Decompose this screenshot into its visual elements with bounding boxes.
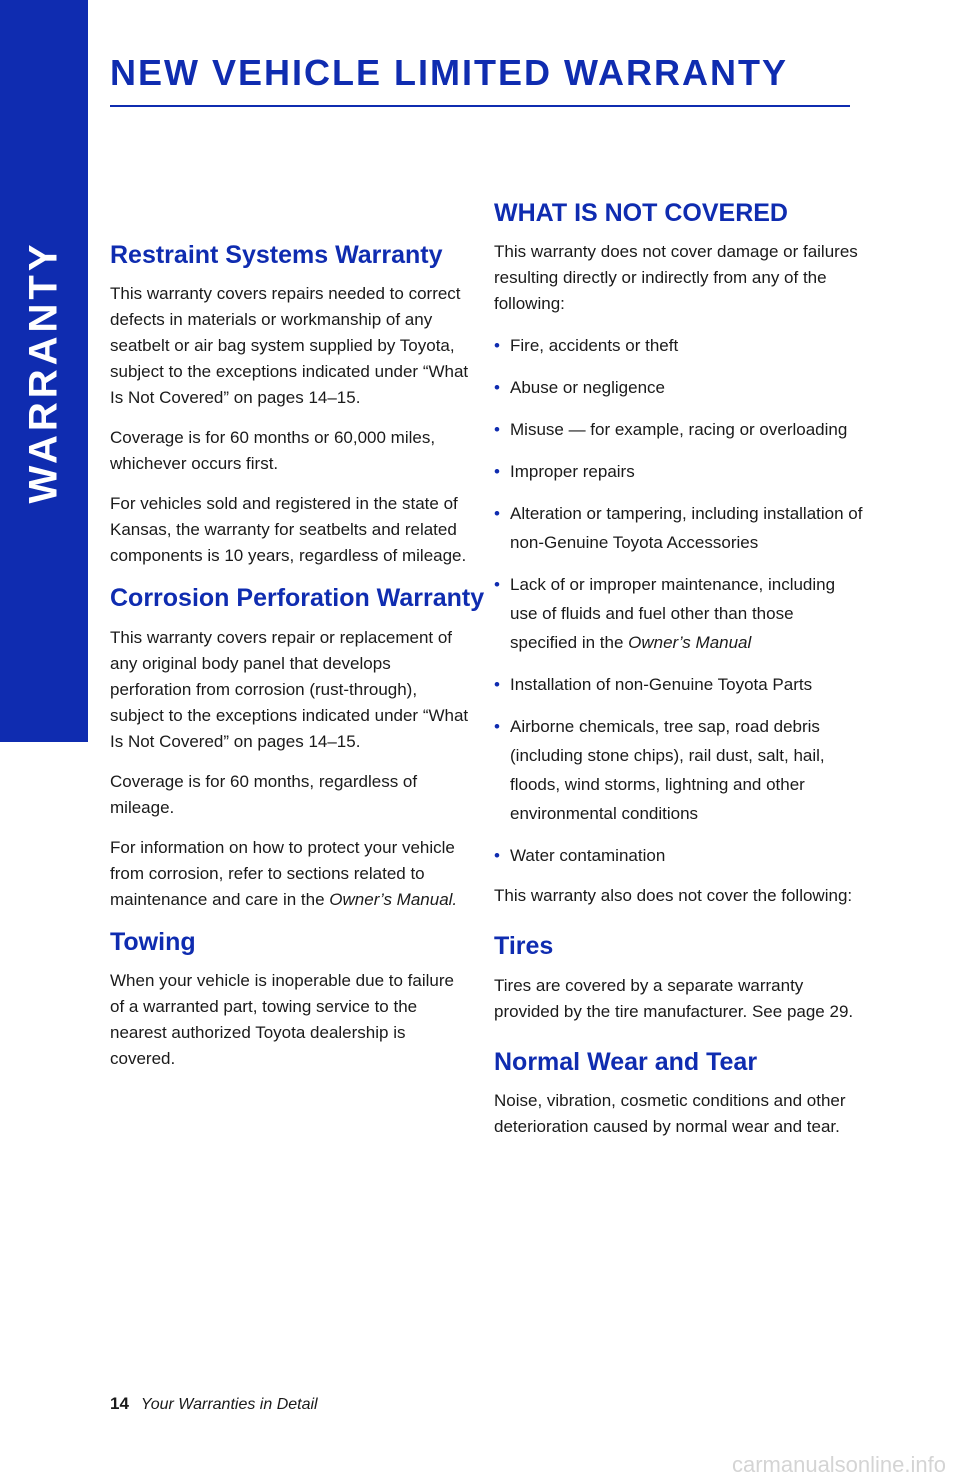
not-covered-list	[494, 331, 864, 870]
side-tab-label: WARRANTY	[21, 240, 66, 504]
restraint-paragraph-2: Coverage is for 60 months or 60,000 miles, whichever occurs first.	[110, 428, 436, 474]
list-item: • Lack of or improper maintenance, including use of fluids and fuel other than those specified in the Owner’s Manual	[494, 570, 864, 657]
tires-paragraph: Tires are covered by a separate warranty provided by the tire manufacturer. See page 29.	[494, 975, 854, 1021]
watermark: carmanualsonline.info	[731, 1452, 946, 1477]
towing-paragraph: When your vehicle is inoperable due to failure of a warranted part, towing service to the nearest authorized Toyota dealership is covered.	[110, 970, 454, 1068]
owners-manual-reference: Owner’s Manual	[628, 633, 752, 653]
left-column	[110, 240, 485, 1086]
list-item: • Airborne chemicals, tree sap, road debris (including stone chips), rail dust, salt, hail, floods, wind storms, lightning and other environmental conditions	[494, 712, 864, 828]
corrosion-heading: Corrosion Perforation Warranty	[110, 584, 485, 613]
tires-section	[494, 931, 864, 1024]
corrosion-paragraph-3	[110, 835, 470, 913]
title-divider	[110, 105, 850, 107]
not-covered-section	[494, 198, 864, 909]
list-item: • Alteration or tampering, including installation of non-Genuine Toyota Accessories	[494, 499, 864, 557]
list-item: • Installation of non-Genuine Toyota Parts	[494, 670, 864, 699]
tires-heading: Tires	[494, 932, 554, 961]
restraint-paragraph-3: For vehicles sold and registered in the state of Kansas, the warranty for seatbelts and related components is 10 years, regardless of mileage.	[110, 494, 467, 566]
corrosion-paragraph-1: This warranty covers repair or replacement of any original body panel that develops perforation from corrosion (rust-through), subject to the exceptions indicated under “What Is Not Covered” on pages 14–15.	[110, 627, 469, 751]
right-column	[494, 198, 864, 1154]
bullet-icon: •	[494, 575, 500, 595]
bullet-icon: •	[494, 675, 500, 695]
wear-section	[494, 1047, 864, 1140]
page-footer	[110, 1394, 318, 1414]
bullet-icon: •	[494, 420, 500, 440]
list-item: • Improper repairs	[494, 457, 864, 486]
list-item: • Misuse — for example, racing or overloading	[494, 415, 864, 444]
bullet-icon: •	[494, 336, 500, 356]
list-item: • Water contamination	[494, 841, 864, 870]
corrosion-section	[110, 583, 485, 912]
restraint-paragraph-1: This warranty covers repairs needed to correct defects in materials or workmanship of any seatbelt or air bag system supplied by Toyota, subject to the exceptions indicated under “What Is Not Covered” on pages 14–15.	[110, 284, 469, 408]
bullet-icon: •	[494, 846, 500, 866]
restraint-systems-section	[110, 240, 470, 569]
list-item: • Fire, accidents or theft	[494, 331, 864, 360]
page-number: 14	[110, 1394, 129, 1413]
towing-section	[110, 927, 470, 1072]
corrosion-paragraph-2: Coverage is for 60 months, regardless of mileage.	[110, 771, 418, 817]
page-title: NEW VEHICLE LIMITED WARRANTY	[110, 52, 788, 93]
footer-text: Your Warranties in Detail	[140, 1396, 318, 1413]
bullet-icon: •	[494, 378, 500, 398]
list-item: • Abuse or negligence	[494, 373, 864, 402]
wear-heading: Normal Wear and Tear	[494, 1047, 758, 1076]
also-not-covered: This warranty also does not cover the following:	[494, 886, 853, 906]
wear-paragraph: Noise, vibration, cosmetic conditions and other deterioration caused by normal wear and tear.	[494, 1090, 846, 1136]
towing-heading: Towing	[110, 927, 196, 956]
restraint-heading: Restraint Systems Warranty	[110, 241, 443, 269]
not-covered-intro: This warranty does not cover damage or failures resulting directly or indirectly from any of the following:	[494, 242, 858, 314]
bullet-icon: •	[494, 504, 500, 524]
bullet-icon: •	[494, 462, 500, 482]
side-tab	[0, 0, 88, 742]
corrosion-paragraph-3-text: For information on how to protect your vehicle from corrosion, refer to sections related to maintenance and care in the	[110, 837, 455, 909]
bullet-icon: •	[494, 717, 500, 737]
not-covered-heading: WHAT IS NOT COVERED	[494, 199, 788, 227]
owners-manual-reference: Owner’s Manual.	[329, 889, 458, 909]
